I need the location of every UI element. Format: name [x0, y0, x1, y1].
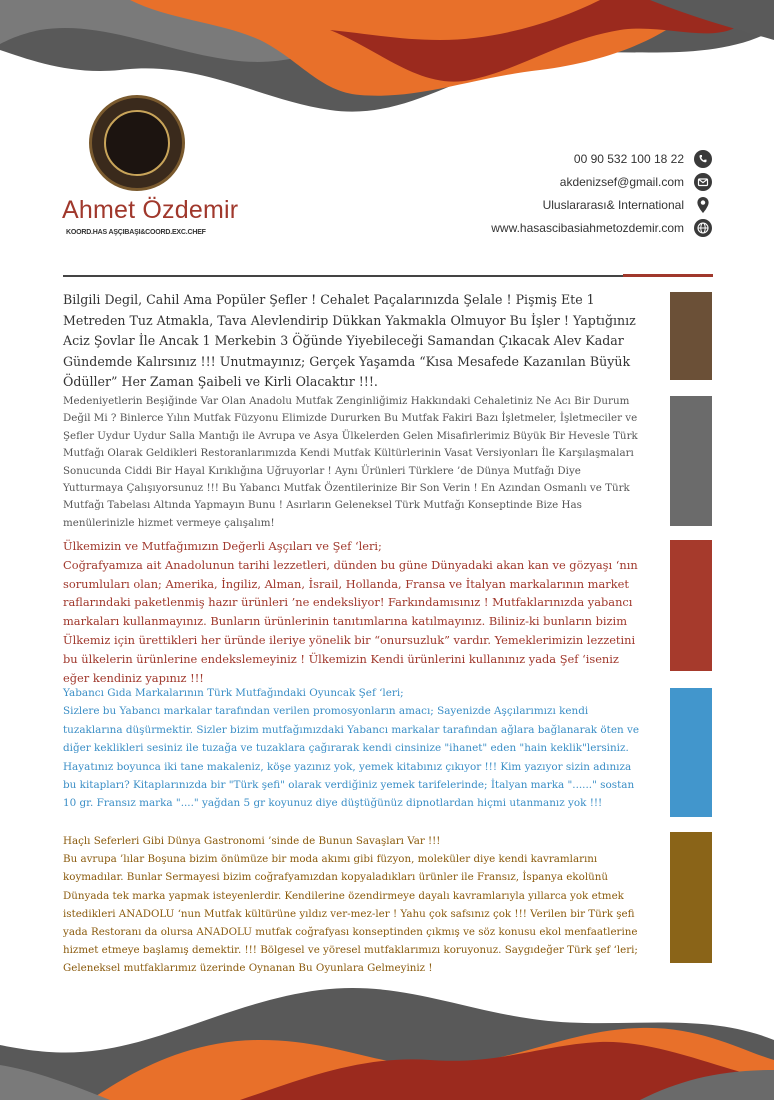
section-2: [63, 537, 643, 687]
section-2-body: Coğrafyamıza ait Anadolunun tarihi lezzetleri, dünden bu güne Dünyadaki akan kan ve gözyaşı ‘nın sorumluları olan; Amerika, İngiliz, Alman, İsrail, Hollanda, Fransa ve İtalyan markalarının market raflarındaki paketlenmiş hazır ürünleri ’ne endeksliyor! Farkındamısınız ! Mutfaklarınızda yabancı markaları kullanmayınız. Bunların ürünlerinin tanıtımlarına katılmayınız. Biliniz-ki bunların bizim Ülkemiz için ürettikleri her üründe ileriye yönelik bir “onursuzluk” vardır. Yemeklerimizin lezzetini bu ülkelerin ürünlerine endekslemeyiniz ! Ülkemizin Kendi ürünlerini kullanınız yada Şef ‘iseniz eğer kendiniz yapınız !!!: [63, 557, 638, 685]
header-divider-accent: [623, 274, 713, 277]
location-text: Uluslararası& International: [542, 198, 684, 212]
location-icon: [694, 196, 712, 214]
swatch-red: [670, 540, 712, 671]
section-4-body: Bu avrupa ’lılar Boşuna bizim önümüze bir moda akımı gibi füzyon, moleküler diye kendi kavramlarını koymadılar. Bunlar Sermayesi bizim coğrafyamızdan kopyaladıkları ürünler ile Fransız, İspanya ekolünü Dünyada tek marka yapmak isteyenlerdir. Kendilerine özendirmeye dayalı kavramlarıyla yıllarca yok etmek istedikleri ANADOLU ‘nun Mutfak kültürüne yıldız ver-mez-ler ! Yahu çok safsınız çok !!! Verilen bir Türk şefi yada Restoranı da olursa ANADOLU mutfak coğrafyası konseptinden çıkmış ve söz konusu ekol menfaatlerine hizmet etmeye başlamış demektir. !!! Bölgesel ve yöresel mutfaklarımızı koruyonuz. Saygıdeğer Türk şef ‘leri; Geleneksel mutfaklarımız üzerinde Oynanan Bu Oyunlara Gelmeyiniz !: [63, 853, 638, 975]
section-4-heading: Haçlı Seferleri Gibi Dünya Gastronomi ’sinde de Bunun Savaşları Var !!!: [63, 835, 441, 847]
email-text: akdenizsef@gmail.com: [559, 175, 684, 189]
swatch-gold: [670, 832, 712, 963]
web-icon: [694, 219, 712, 237]
chef-title: KOORD.HAS AŞÇIBAŞI&COORD.EXC.CHEF: [66, 229, 206, 236]
swatch-brown: [670, 292, 712, 380]
phone-icon: [694, 150, 712, 168]
swatch-gray: [670, 396, 712, 526]
website-contact[interactable]: [491, 219, 712, 237]
section-3-heading: Yabancı Gıda Markalarının Türk Mutfağındaki Oyuncak Şef ‘leri;: [63, 687, 404, 699]
intro-paragraph: [63, 290, 643, 393]
email-contact[interactable]: [560, 173, 712, 191]
chef-portrait: [104, 110, 170, 176]
phone-text: 00 90 532 100 18 22: [573, 152, 684, 166]
section-3: [63, 684, 643, 813]
section-1-body: Medeniyetlerin Beşiğinde Var Olan Anadolu Mutfak Zenginliğimiz Hakkındaki Cehaletiniz Ne Acı Bir Durum Değil Mi ? Binlerce Yılın Mutfak Füzyonu Elimizde Dururken Bu Mutfak Fakiri Bazı İşletmeler, İşletmeciler ve Şefler Uydur Uydur Salla Mantığı ile Avrupa ve Asya Ülkelerden Gelen Misafirlerimiz Büyük Bir Hevesle Türk Mutfağı Olarak Geldikleri Restoranlarımızda Kendi Mutfak Kültürlerinin Vasat Versiyonları İle Karşılaşmaları Sonucunda Ciddi Bir Hayal Kırıklığına Uğruyorlar ! Aynı Ürünleri Türklere ’de Dünya Mutfağı Diye Yutturmaya Çalışıyorsunuz !!! Bu Yabancı Mutfak Özentilerinize Bir Son Verin ! En Azından Osmanlı ve Türk Mutfağı Tabelası Altında Yapmayın Bunu ! Asırların Geleneksel Türk Mutfağı Konseptinde Bize Has menülerinizle hizmet vermeye çalışalım!: [63, 395, 638, 529]
section-3-body: Sizlere bu Yabancı markalar tarafından verilen promosyonların amacı; Sayenizde Aşçılarımızı kendi tuzaklarına düşürmektir. Sizler bizim mutfağımızdaki Yabancı markalar tarafından ağlara bağlanarak öten ve diğer keklikleri sesiniz ile tuzağa ve tuzaklara çağırarak kendi cinsinize "ihanet" eden "hain keklik"lersiniz. Hayatınız boyunca iki tane makaleniz, köşe yazınız yok, yemek kitabınız çıkıyor !!! Kim yazıyor sizin adınıza bu kitapları? Kitaplarınızda bir "Türk şefi" olarak verdiğiniz yemek tarifelerinde; İtalyan marka "......" sostan 10 gr. Fransız marka "...." yağdan 5 gr koyunuz diye düştüğünüz dipnotlardan hiçmi utanmanız yok !!!: [63, 705, 639, 810]
intro-text: Bilgili Degil, Cahil Ama Popüler Şefler ! Cehalet Paçalarınızda Şelale ! Pişmiş Ete 1 Metreden Tuz Atmakla, Tava Alevlendirip Dükkan Yakmakla Olmuyor Bu İşler ! Yaptığınız Aciz Şovlar İle Ancak 1 Merkebin 3 Öğünde Yiyebileceği Samandan Çıkacak Alev Kadar Gündemde Kalırsınız !!! Unutmayınız; Gerçek Yaşamda “Kısa Mesafede Kazanılan Büyük Ödüller” Her Zaman Şaibeli ve Kirli Olacaktır !!!.: [63, 292, 636, 389]
mail-icon: [694, 173, 712, 191]
section-4: [63, 832, 643, 978]
section-2-heading: Ülkemizin ve Mutfağımızın Değerli Aşçıları ve Şef ‘leri;: [63, 539, 382, 553]
website-text: www.hasascibasiahmetozdemir.com: [491, 221, 684, 235]
chef-name: Ahmet Özdemir: [62, 196, 239, 224]
location-contact: [543, 196, 712, 214]
chef-logo: [89, 95, 185, 191]
swatch-blue: [670, 688, 712, 817]
header-divider: [63, 275, 623, 277]
footer-decoration: [0, 970, 774, 1100]
section-1: [63, 393, 643, 532]
phone-contact[interactable]: [574, 150, 712, 168]
